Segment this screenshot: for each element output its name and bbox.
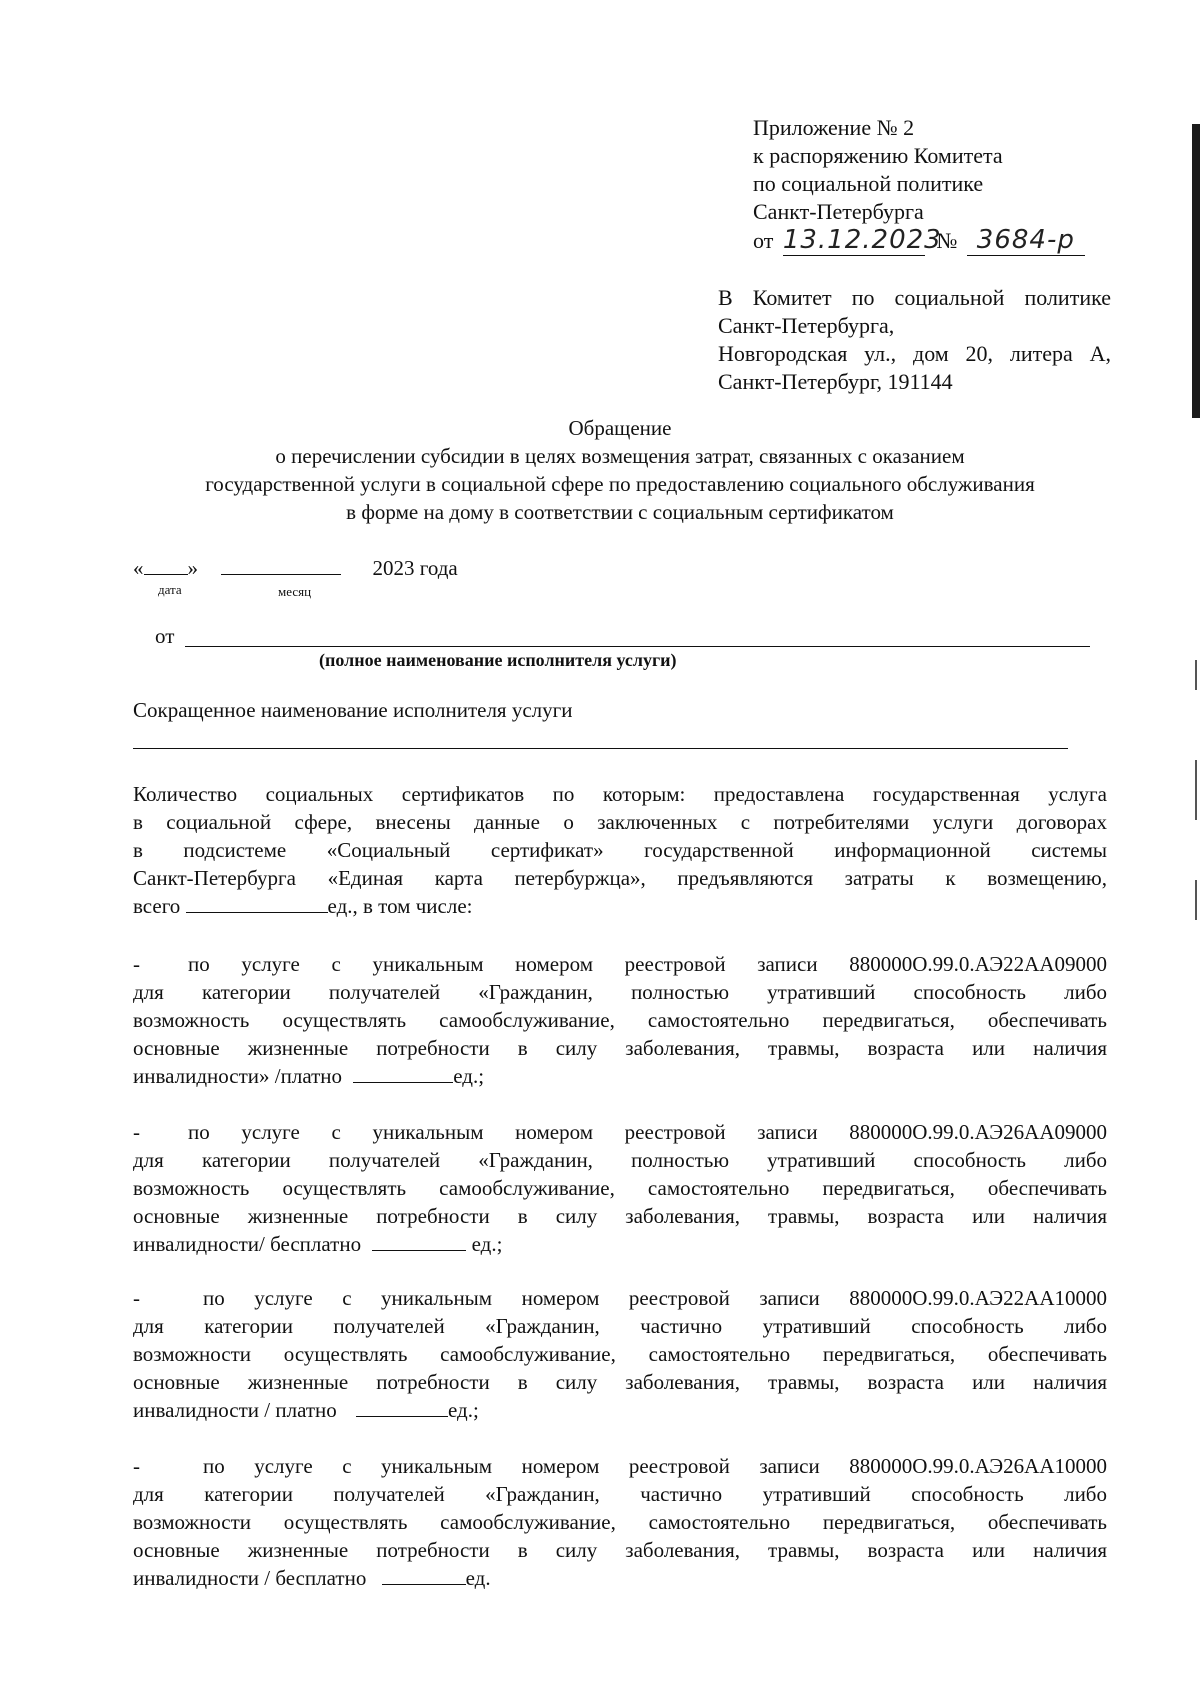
item-payment-type: инвалидности» /платно [133,1064,343,1088]
service-item [133,1118,1107,1258]
item-line-3: возможности осуществлять самообслуживание, самостоятельно передвигаться, обеспечивать [133,1510,1107,1534]
item-dash: - [133,1120,140,1144]
item-dash: - [133,952,140,976]
appendix-line-2: к распоряжению Комитета [753,143,1003,168]
close-quote: » [187,556,198,580]
count-line-5 [133,892,1107,920]
appendix-line-3: по социальной политике [753,171,984,196]
item-payment-type: инвалидности / платно [133,1398,337,1422]
title-line-2: государственной услуги в социальной сфере по предоставлению социального обслуживания [205,472,1035,496]
addressee-line-4: Санкт-Петербург, 191144 [718,369,953,394]
month-caption: месяц [278,584,312,599]
item-line-5 [133,1230,1107,1258]
scan-edge-bar [1192,124,1200,418]
item-line-2: для категории получателей «Гражданин, частично утративший способность либо [133,1482,1107,1506]
item-line-4: основные жизненные потребности в силу заболевания, травмы, возраста или наличия [133,1370,1107,1394]
title-heading: Обращение [568,416,672,440]
appendix-block [753,114,1085,260]
item-line-3: возможность осуществлять самообслуживание, самостоятельно передвигаться, обеспечивать [133,1176,1107,1200]
item-line-4: основные жизненные потребности в силу заболевания, травмы, возраста или наличия [133,1204,1107,1228]
addressee-line-1: В Комитет по социальной политике [718,285,1111,310]
count-line-4: Санкт-Петербурга «Единая карта петербуржца», предъявляются затраты к возмещению, [133,866,1107,890]
item-line-2: для категории получателей «Гражданин, частично утративший способность либо [133,1314,1107,1338]
item-unit: ед.; [453,1064,485,1088]
item-line-4: основные жизненные потребности в силу заболевания, травмы, возраста или наличия [133,1538,1107,1562]
date-row [133,554,458,582]
item-unit: ед.; [448,1398,479,1422]
year-text: 2023 года [372,556,458,580]
item-line-1: по услуге с уникальным номером реестровой записи 880000О.99.0.АЭ22АА09000 [188,952,1107,976]
item-line-1-row [133,1284,1107,1312]
item-dash: - [133,1454,140,1478]
appendix-date-row [753,226,1085,260]
count-paragraph [133,780,1107,920]
item-line-3: возможность осуществлять самообслуживание, самостоятельно передвигаться, обеспечивать [133,1008,1107,1032]
item-line-4: основные жизненные потребности в силу заболевания, травмы, возраста или наличия [133,1036,1107,1060]
count-line-2: в социальной сфере, внесены данные о заключенных с потребителями услуги договорах [133,810,1107,834]
item-line-1-row [133,950,1107,978]
addressee-block [718,284,1111,396]
day-blank [144,556,188,575]
service-item [133,1284,1107,1424]
open-quote: « [133,556,144,580]
addressee-line-2: Санкт-Петербурга, [718,313,895,338]
item-line-1: по услуге с уникальным номером реестровой записи 880000О.99.0.АЭ26АА10000 [203,1454,1107,1478]
scan-edge-speck [1195,660,1197,690]
item-unit: ед. [465,1566,491,1590]
item-count-blank [372,1232,466,1251]
count-line-3: в подсистеме «Социальный сертификат» государственной информационной системы [133,838,1107,862]
item-line-2: для категории получателей «Гражданин, полностью утративший способность либо [133,980,1107,1004]
item-payment-type: инвалидности / бесплатно [133,1566,367,1590]
item-count-blank [356,1398,448,1417]
count-total-blank [186,894,328,913]
item-line-5 [133,1062,1107,1090]
number-field [967,226,1085,256]
month-blank [221,556,341,575]
number-prefix: № [936,228,958,253]
scan-edge-speck [1195,880,1197,920]
from-caption: (полное наименование исполнителя услуги) [319,650,677,670]
scan-edge-speck [1195,760,1197,820]
short-name-blank-line [133,748,1068,749]
appendix-line-1: Приложение № 2 [753,115,915,140]
handwritten-date: 13.12.2023 [782,225,942,255]
date-caption: дата [158,582,182,597]
item-line-1-row [133,1118,1107,1146]
addressee-line-3: Новгородская ул., дом 20, литера А, [718,341,1111,366]
count-total-unit: ед., в том числе: [327,894,473,918]
item-line-5 [133,1396,1107,1424]
title-line-1: о перечислении субсидии в целях возмещения затрат, связанных с оказанием [275,444,965,468]
document-title [100,414,1140,526]
item-count-blank [353,1064,453,1083]
item-unit: ед.; [471,1232,503,1256]
date-prefix: от [753,228,774,253]
handwritten-number: 3684-р [976,225,1075,255]
count-line-1: Количество социальных сертификатов по которым: предоставлена государственная услуга [133,782,1107,806]
item-line-1-row [133,1452,1107,1480]
service-item [133,950,1107,1090]
item-line-5 [133,1564,1107,1592]
title-line-3: в форме на дому в соответствии с социальным сертификатом [346,500,894,524]
item-line-2: для категории получателей «Гражданин, полностью утративший способность либо [133,1148,1107,1172]
item-line-1: по услуге с уникальным номером реестровой записи 880000О.99.0.АЭ26АА09000 [188,1120,1107,1144]
item-line-1: по услуге с уникальным номером реестровой записи 880000О.99.0.АЭ22АА10000 [203,1286,1107,1310]
from-blank-line [185,646,1090,647]
item-count-blank [382,1566,466,1585]
service-item [133,1452,1107,1592]
count-total-label: всего [133,894,181,918]
short-name-label: Сокращенное наименование исполнителя услуги [133,698,573,722]
appendix-line-4: Санкт-Петербурга [753,199,924,224]
item-dash: - [133,1286,140,1310]
item-payment-type: инвалидности/ бесплатно [133,1232,362,1256]
from-prefix: от [155,624,175,648]
date-field [782,225,942,256]
item-line-3: возможности осуществлять самообслуживание, самостоятельно передвигаться, обеспечивать [133,1342,1107,1366]
